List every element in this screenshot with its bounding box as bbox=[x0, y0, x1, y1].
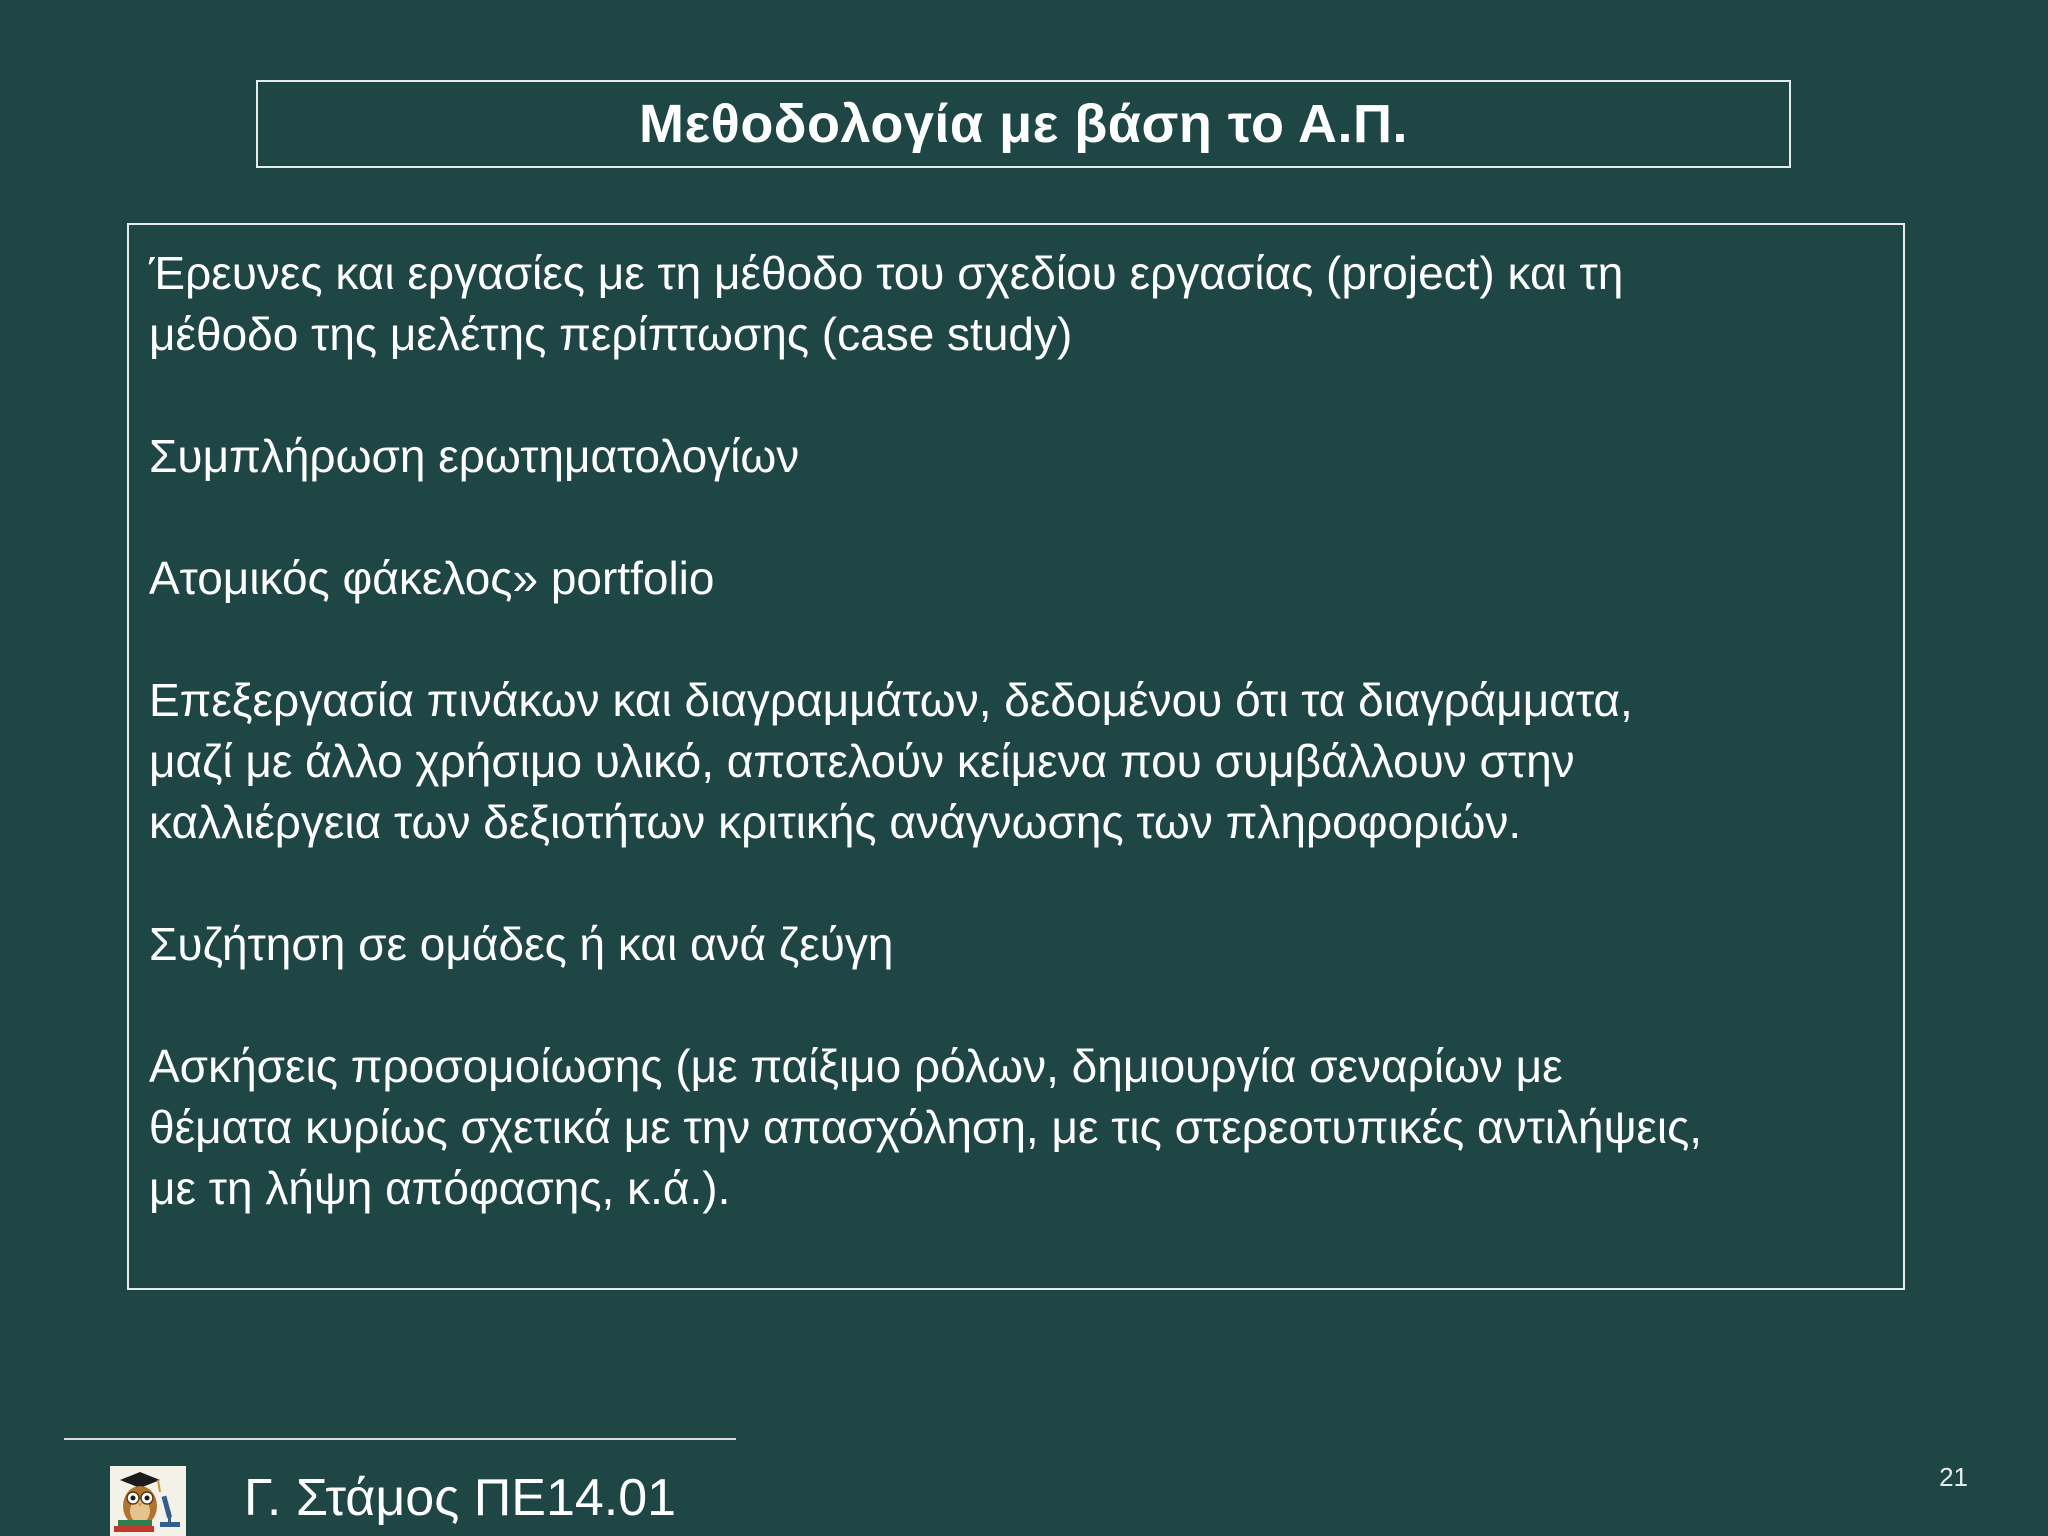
paragraph-portfolio bbox=[149, 548, 1883, 609]
paragraph-line: Ασκήσεις προσομοίωσης (με παίξιμο ρόλων, δημιουργία σεναρίων με bbox=[149, 1040, 1563, 1092]
paragraph-line: Επεξεργασία πινάκων και διαγραμμάτων, δεδομένου ότι τα διαγράμματα, bbox=[149, 674, 1633, 726]
title-box bbox=[256, 80, 1791, 168]
paragraph-line: με τη λήψη απόφασης, κ.ά.). bbox=[149, 1162, 731, 1214]
footer-author: Γ. Στάμος ΠΕ14.01 bbox=[244, 1469, 677, 1527]
content-box bbox=[127, 223, 1905, 1290]
paragraph-group-discussion bbox=[149, 914, 1883, 975]
page-number: 21 bbox=[1939, 1462, 1968, 1492]
paragraph-charts-tables bbox=[149, 670, 1883, 853]
paragraph-project-method bbox=[149, 243, 1883, 365]
paragraph-line: μέθοδο της μελέτης περίπτωσης (case study) bbox=[149, 308, 1073, 360]
paragraph-questionnaires bbox=[149, 426, 1883, 487]
paragraph-line: μαζί με άλλο χρήσιμο υλικό, αποτελούν κείμενα που συμβάλλουν στην bbox=[149, 735, 1575, 787]
paragraph-simulation bbox=[149, 1036, 1883, 1219]
footer-divider bbox=[64, 1438, 736, 1440]
paragraph-line: Συζήτηση σε ομάδες ή και ανά ζεύγη bbox=[149, 918, 894, 970]
paragraph-line: θέματα κυρίως σχετικά με την απασχόληση, με τις στερεοτυπικές αντιλήψεις, bbox=[149, 1101, 1703, 1153]
owl-scholar-icon bbox=[110, 1466, 186, 1536]
paragraph-line: Έρευνες και εργασίες με τη μέθοδο του σχεδίου εργασίας (project) και τη bbox=[149, 247, 1624, 299]
paragraph-line: Συμπλήρωση ερωτηματολογίων bbox=[149, 430, 800, 482]
paragraph-line: καλλιέργεια των δεξιοτήτων κριτικής ανάγνωσης των πληροφοριών. bbox=[149, 796, 1522, 848]
slide-title: Μεθοδολογία με βάση το Α.Π. bbox=[639, 94, 1408, 154]
paragraph-line: Ατομικός φάκελος» portfolio bbox=[149, 552, 715, 604]
